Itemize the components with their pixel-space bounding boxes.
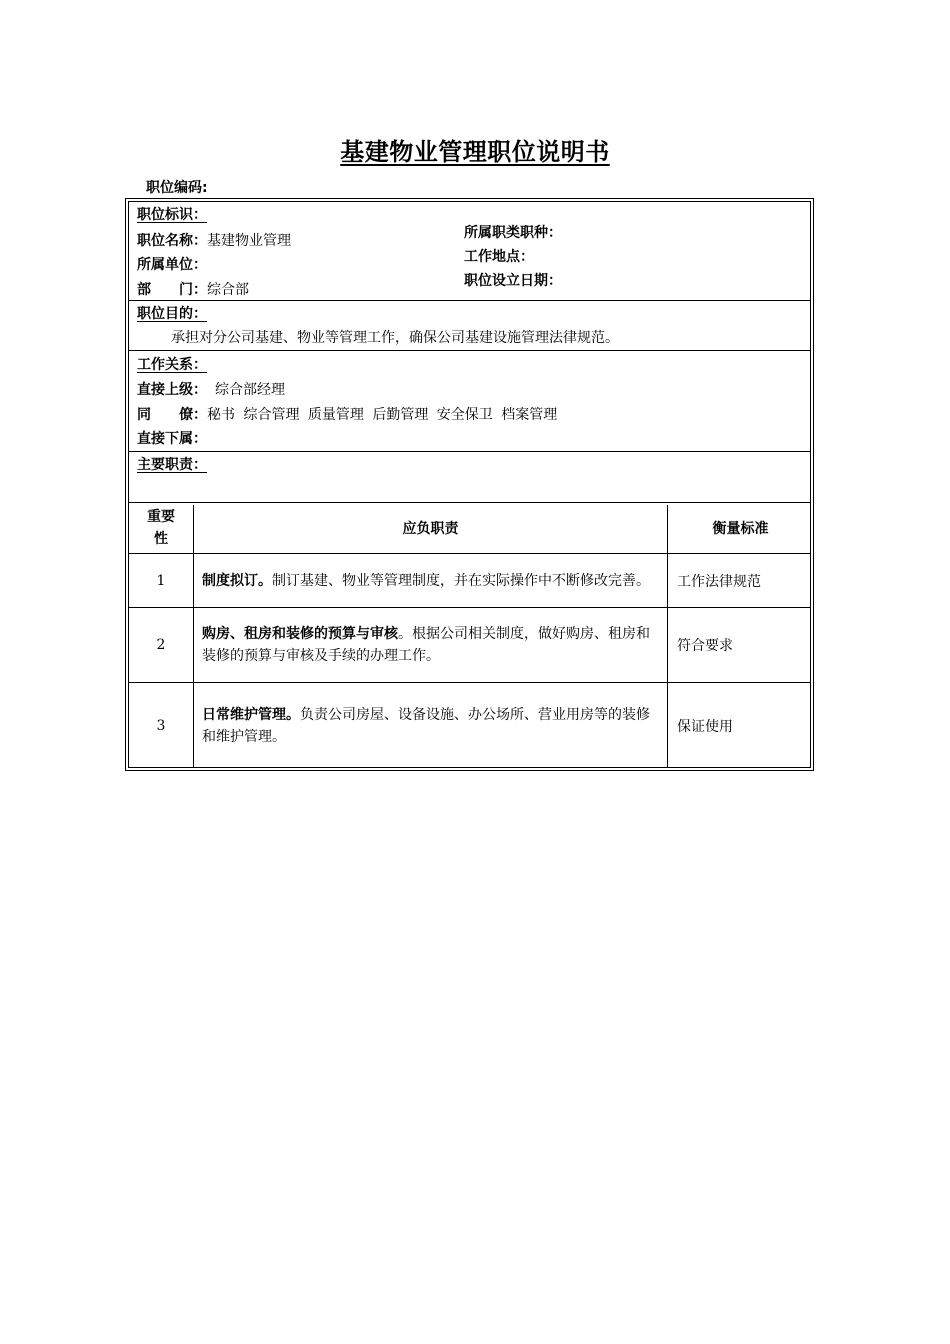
duty-standard: 保证使用: [677, 719, 733, 735]
peers-row: [137, 404, 557, 425]
unit-label: 所属单位：: [137, 257, 207, 273]
duties-header: 主要职责：: [137, 457, 207, 473]
duty-index: 3: [156, 718, 166, 734]
standard-column-header: 衡量标准: [712, 521, 769, 537]
duty-description: [194, 554, 667, 607]
superior-label: 直接上级：: [137, 382, 207, 398]
duty-text: 负责公司房屋、设备设施、办公场所、营业用房等的装修和维护管理。: [202, 707, 650, 745]
category-label: 所属职类职种：: [464, 225, 562, 241]
importance-column-header: [129, 503, 193, 553]
identification-section: [129, 202, 810, 301]
duty-description: [194, 683, 667, 769]
purpose-text: 承担对分公司基建、物业等管理工作，确保公司基建设施管理法律规范。: [171, 330, 619, 346]
duty-standard: 工作法律规范: [677, 573, 761, 590]
peers-value: 秘书 综合管理 质量管理 后勤管理 安全保卫 档案管理: [207, 407, 558, 423]
duty-index: 2: [156, 637, 166, 653]
superior-row: [137, 379, 285, 400]
location-label: 工作地点：: [464, 249, 534, 265]
position-name-value: 基建物业管理: [207, 233, 291, 249]
duty-standard: 符合要求: [677, 638, 733, 654]
relations-section: [129, 351, 810, 452]
document-title: 基建物业管理职位说明书: [340, 138, 610, 166]
position-code-label: 职位编码:: [146, 180, 208, 196]
peers-label: 同 僚：: [137, 407, 207, 423]
duties-section: [129, 452, 810, 503]
duty-title: 制度拟订。: [202, 572, 272, 589]
identification-header: 职位标识：: [137, 207, 207, 223]
importance-header-line1: 重要: [147, 509, 175, 525]
duty-description: [194, 608, 667, 682]
duty-text: 制订基建、物业等管理制度，并在实际操作中不断修改完善。: [272, 572, 650, 589]
purpose-section: [129, 301, 810, 351]
department-value: 综合部: [207, 282, 249, 298]
responsibility-column-header: 应负职责: [402, 521, 459, 537]
job-description-table: [125, 198, 814, 771]
position-name-label: 职位名称：: [137, 233, 207, 249]
subordinate-label: 直接下属：: [137, 431, 207, 447]
department-row: [137, 279, 249, 300]
table-inner-border: [128, 201, 811, 768]
establish-date-label: 职位设立日期：: [464, 273, 562, 289]
superior-value: 综合部经理: [215, 382, 285, 398]
duty-title: 购房、租房和装修的预算与审核: [202, 626, 398, 642]
purpose-header: 职位目的：: [137, 306, 207, 322]
duty-title: 日常维护管理。: [202, 707, 300, 723]
duty-text: 。根据公司相关制度，做好购房、租房和装修的预算与审核及手续的办理工作。: [202, 626, 650, 664]
department-label: 部 门：: [137, 282, 207, 298]
duty-index: 1: [156, 572, 166, 589]
relations-header: 工作关系：: [137, 357, 207, 373]
position-name-row: [137, 230, 291, 251]
importance-header-line2: 性: [154, 531, 168, 547]
